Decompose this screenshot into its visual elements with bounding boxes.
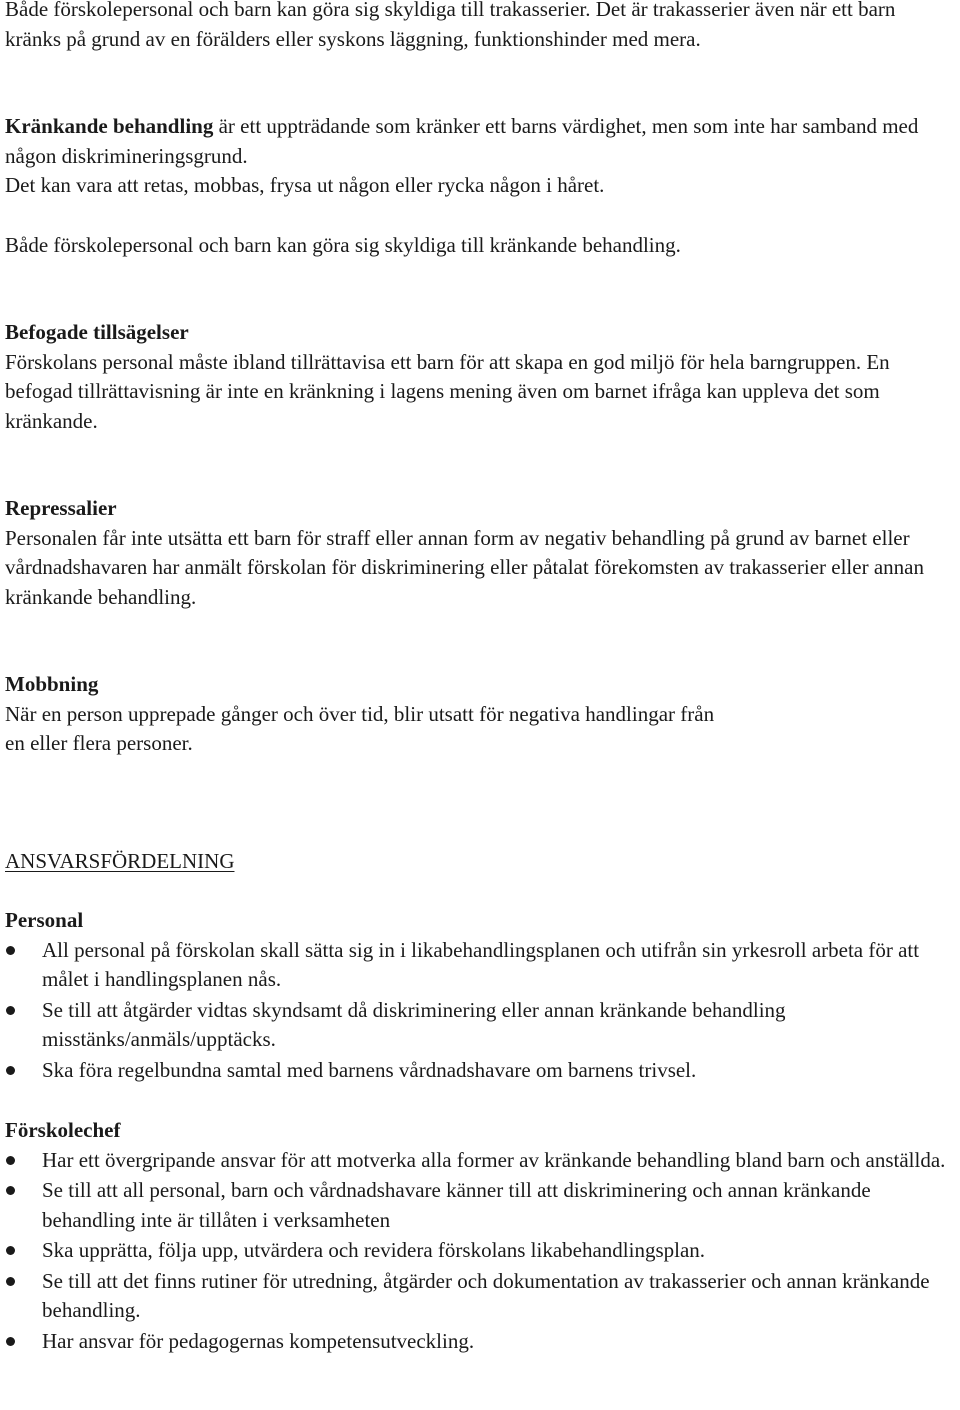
list-item: Har ett övergripande ansvar för att motverka alla former av kränkande behandling bland barn och anställda.	[5, 1146, 955, 1176]
krankande-term: Kränkande behandling	[5, 114, 214, 138]
bullet-icon	[6, 1337, 15, 1346]
intro-paragraph: Både förskolepersonal och barn kan göra sig skyldiga till trakasserier. Det är trakasserier även när ett barn kränks på grund av en förälders eller syskons läggning, funktionshinder med mera.	[5, 0, 896, 51]
bullet-icon	[6, 1186, 15, 1195]
list-item: Har ansvar för pedagogernas kompetensutveckling.	[5, 1327, 955, 1357]
spacer	[5, 759, 955, 847]
spacer	[5, 876, 955, 906]
krankande-both-guilty: Både förskolepersonal och barn kan göra sig skyldiga till kränkande behandling.	[5, 232, 681, 257]
repressalier-text: Personalen får inte utsätta ett barn för straff eller annan form av negativ behandling på grund av barnet eller vårdnadshavaren har anmält förskolan för diskriminering eller påtalat förekomsten av trakasserier eller annan kränkande behandling.	[5, 525, 924, 609]
bullet-icon	[6, 1246, 15, 1255]
list-item: Se till att det finns rutiner för utredning, åtgärder och dokumentation av trakasserier och annan kränkande behandling.	[5, 1267, 955, 1326]
list-item: Ska föra regelbundna samtal med barnens vårdnadshavare om barnens trivsel.	[5, 1056, 955, 1086]
befogade-text: Förskolans personal måste ibland tillrättavisa ett barn för att skapa en god miljö för hela barngruppen. En befogad tillrättavisning är inte en kränkning i lagens mening även om barnet ifråga kan uppleva det som kränkande.	[5, 349, 890, 433]
bullet-icon	[6, 1277, 15, 1286]
list-item: Ska upprätta, följa upp, utvärdera och revidera förskolans likabehandlingsplan.	[5, 1236, 955, 1266]
forskolechef-list	[5, 1146, 955, 1357]
forskolechef-heading: Förskolechef	[5, 1118, 121, 1142]
personal-list	[5, 936, 955, 1086]
mobbning-heading: Mobbning	[5, 672, 99, 696]
spacer	[5, 436, 955, 494]
bullet-icon	[6, 1156, 15, 1165]
personal-heading: Personal	[5, 908, 84, 932]
bullet-icon	[6, 946, 15, 955]
befogade-heading: Befogade tillsägelser	[5, 320, 189, 344]
mobbning-line-1: När en person upprepade gånger och över tid, blir utsatt för negativa handlingar från	[5, 701, 715, 726]
spacer	[5, 54, 955, 112]
krankande-definition-text: är ett uppträdande som kränker ett barns värdighet, men som inte har samband med någon diskrimineringsgrund.	[5, 114, 919, 168]
spacer	[5, 260, 955, 318]
krankande-definition	[5, 112, 955, 171]
mobbning-line-2: en eller flera personer.	[5, 731, 193, 755]
spacer	[5, 612, 955, 670]
bullet-icon	[6, 1066, 15, 1075]
list-item: Se till att all personal, barn och vårdnadshavare känner till att diskriminering och annan kränkande behandling inte är tillåten i verksamheten	[5, 1176, 955, 1235]
repressalier-heading: Repressalier	[5, 496, 117, 520]
krankande-example: Det kan vara att retas, mobbas, frysa ut någon eller rycka någon i håret.	[5, 173, 605, 197]
document-page	[5, 0, 955, 1357]
ansvarsfordelning-heading: ANSVARSFÖRDELNING	[5, 848, 235, 873]
list-item: Se till att åtgärder vidtas skyndsamt då diskriminering eller annan kränkande behandling misstänks/anmäls/upptäcks.	[5, 996, 955, 1055]
list-item: All personal på förskolan skall sätta sig in i likabehandlingsplanen och utifrån sin yrkesroll arbeta för att målet i handlingsplanen nås.	[5, 936, 955, 995]
spacer	[5, 1086, 955, 1116]
spacer	[5, 201, 955, 231]
bullet-icon	[6, 1006, 15, 1015]
